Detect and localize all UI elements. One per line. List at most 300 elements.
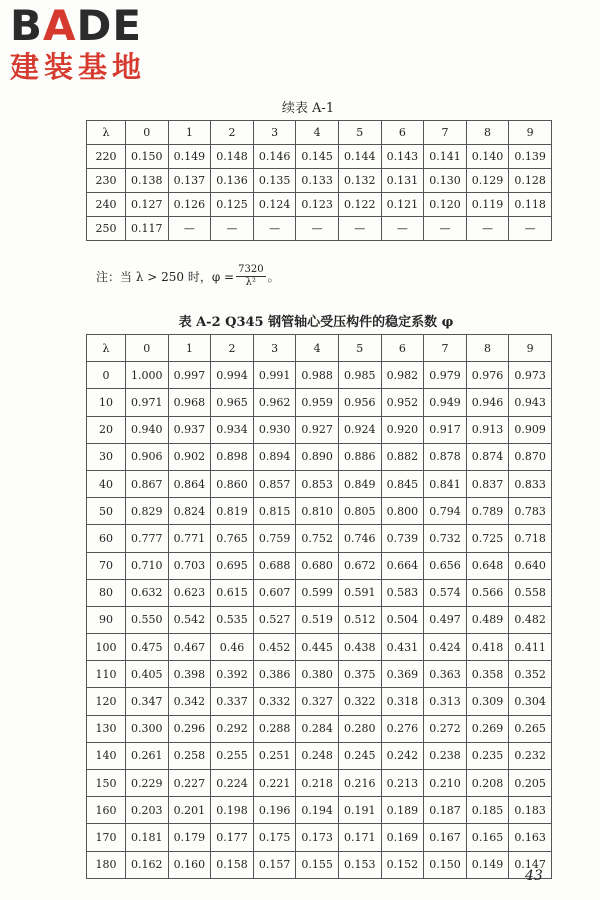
header-col: 7	[424, 121, 467, 145]
cell-value: 0.431	[381, 634, 424, 661]
cell-value: 0.163	[509, 824, 552, 851]
cell-value: 0.718	[509, 525, 552, 552]
cell-value: 0.251	[253, 742, 296, 769]
cell-value: 0.347	[126, 688, 169, 715]
cell-value: 0.318	[381, 688, 424, 715]
footnote-suffix: 。	[267, 270, 280, 284]
cell-value: 0.475	[126, 634, 169, 661]
cell-value: 0.949	[424, 389, 467, 416]
cell-value: 0.123	[296, 193, 339, 217]
cell-value: 0.276	[381, 715, 424, 742]
cell-value: 0.640	[509, 552, 552, 579]
cell-value: —	[168, 217, 211, 241]
cell-value: 0.175	[253, 824, 296, 851]
cell-value: 0.125	[211, 193, 254, 217]
row-lambda: 80	[87, 579, 126, 606]
cell-value: 0.141	[424, 145, 467, 169]
row-lambda: 170	[87, 824, 126, 851]
cell-value: —	[381, 217, 424, 241]
cell-value: 0.985	[338, 362, 381, 389]
cell-value: 0.140	[466, 145, 509, 169]
cell-value: 0.120	[424, 193, 467, 217]
table1-header-row	[87, 121, 552, 145]
cell-value: 0.725	[466, 525, 509, 552]
cell-value: 0.167	[424, 824, 467, 851]
header-col: 0	[126, 335, 169, 362]
cell-value: 0.615	[211, 579, 254, 606]
cell-value: 0.841	[424, 470, 467, 497]
cell-value: 0.229	[126, 770, 169, 797]
cell-value: 0.968	[168, 389, 211, 416]
cell-value: 0.258	[168, 742, 211, 769]
cell-value: 0.943	[509, 389, 552, 416]
cell-value: 0.917	[424, 416, 467, 443]
cell-value: 0.375	[338, 661, 381, 688]
cell-value: 0.746	[338, 525, 381, 552]
cell-value: 0.874	[466, 443, 509, 470]
cell-value: 0.991	[253, 362, 296, 389]
cell-value: 0.920	[381, 416, 424, 443]
cell-value: 0.452	[253, 634, 296, 661]
cell-value: 0.337	[211, 688, 254, 715]
cell-value: 0.927	[296, 416, 339, 443]
header-col: 9	[509, 121, 552, 145]
row-lambda: 70	[87, 552, 126, 579]
cell-value: 0.198	[211, 797, 254, 824]
cell-value: 0.150	[424, 851, 467, 878]
cell-value: 0.777	[126, 525, 169, 552]
header-col: 1	[168, 335, 211, 362]
cell-value: 0.194	[296, 797, 339, 824]
cell-value: 0.261	[126, 742, 169, 769]
cell-value: 0.815	[253, 498, 296, 525]
header-col: 5	[338, 121, 381, 145]
table-row	[87, 606, 552, 633]
table1-body	[87, 145, 552, 241]
row-lambda: 130	[87, 715, 126, 742]
header-col: 6	[381, 121, 424, 145]
cell-value: 0.994	[211, 362, 254, 389]
cell-value: 0.149	[168, 145, 211, 169]
cell-value: 0.242	[381, 742, 424, 769]
fraction-denominator: λ²	[245, 277, 257, 288]
cell-value: 0.845	[381, 470, 424, 497]
cell-value: 0.583	[381, 579, 424, 606]
cell-value: 0.752	[296, 525, 339, 552]
cell-value: 0.959	[296, 389, 339, 416]
cell-value: 0.519	[296, 606, 339, 633]
row-lambda: 60	[87, 525, 126, 552]
header-col: 3	[253, 121, 296, 145]
row-lambda: 20	[87, 416, 126, 443]
header-col: 2	[211, 335, 254, 362]
cell-value: 0.296	[168, 715, 211, 742]
cell-value: 0.467	[168, 634, 211, 661]
cell-value: 0.800	[381, 498, 424, 525]
cell-value: 0.144	[338, 145, 381, 169]
cell-value: 0.894	[253, 443, 296, 470]
cell-value: 0.550	[126, 606, 169, 633]
cell-value: 0.771	[168, 525, 211, 552]
row-lambda: 140	[87, 742, 126, 769]
cell-value: 0.224	[211, 770, 254, 797]
cell-value: 0.890	[296, 443, 339, 470]
cell-value: 0.853	[296, 470, 339, 497]
cell-value: 0.860	[211, 470, 254, 497]
table-row	[87, 362, 552, 389]
table2	[86, 334, 552, 879]
cell-value: 0.46	[211, 634, 254, 661]
row-lambda: 230	[87, 169, 126, 193]
cell-value: 0.819	[211, 498, 254, 525]
cell-value: 0.269	[466, 715, 509, 742]
cell-value: 0.695	[211, 552, 254, 579]
cell-value: 0.139	[509, 145, 552, 169]
cell-value: 0.118	[509, 193, 552, 217]
table-row	[87, 851, 552, 878]
cell-value: 0.187	[424, 797, 467, 824]
cell-value: 0.369	[381, 661, 424, 688]
header-col: 2	[211, 121, 254, 145]
row-lambda: 150	[87, 770, 126, 797]
cell-value: 0.153	[338, 851, 381, 878]
cell-value: 0.732	[424, 525, 467, 552]
row-lambda: 240	[87, 193, 126, 217]
header-col: 0	[126, 121, 169, 145]
cell-value: 0.607	[253, 579, 296, 606]
cell-value: 0.833	[509, 470, 552, 497]
cell-value: 0.265	[509, 715, 552, 742]
cell-value: —	[296, 217, 339, 241]
cell-value: 0.131	[381, 169, 424, 193]
cell-value: 0.937	[168, 416, 211, 443]
header-col: 4	[296, 335, 339, 362]
table2-header-row	[87, 335, 552, 362]
cell-value: 0.783	[509, 498, 552, 525]
cell-value: 0.739	[381, 525, 424, 552]
cell-value: 0.902	[168, 443, 211, 470]
cell-value: 0.201	[168, 797, 211, 824]
cell-value: 0.185	[466, 797, 509, 824]
cell-value: 0.906	[126, 443, 169, 470]
logo-subtitle: 建装基地	[10, 50, 147, 84]
cell-value: 0.119	[466, 193, 509, 217]
cell-value: 0.292	[211, 715, 254, 742]
cell-value: 0.837	[466, 470, 509, 497]
cell-value: 0.849	[338, 470, 381, 497]
cell-value: 0.216	[338, 770, 381, 797]
cell-value: 0.126	[168, 193, 211, 217]
cell-value: 0.146	[253, 145, 296, 169]
cell-value: 0.648	[466, 552, 509, 579]
row-lambda: 100	[87, 634, 126, 661]
cell-value: 0.574	[424, 579, 467, 606]
cell-value: 0.203	[126, 797, 169, 824]
table-row	[87, 470, 552, 497]
table-row	[87, 552, 552, 579]
table2-caption: 表 A-2 Q345 钢管轴心受压构件的稳定系数 φ	[178, 315, 454, 330]
cell-value: 0.129	[466, 169, 509, 193]
cell-value: 0.688	[253, 552, 296, 579]
cell-value: 0.363	[424, 661, 467, 688]
row-lambda: 40	[87, 470, 126, 497]
cell-value: 0.136	[211, 169, 254, 193]
cell-value: 0.710	[126, 552, 169, 579]
cell-value: 0.566	[466, 579, 509, 606]
cell-value: 0.128	[509, 169, 552, 193]
row-lambda: 90	[87, 606, 126, 633]
cell-value: 0.147	[509, 851, 552, 878]
cell-value: 0.322	[338, 688, 381, 715]
cell-value: 0.288	[253, 715, 296, 742]
cell-value: 0.965	[211, 389, 254, 416]
cell-value: 0.824	[168, 498, 211, 525]
cell-value: 0.418	[466, 634, 509, 661]
table-row	[87, 770, 552, 797]
cell-value: 0.162	[126, 851, 169, 878]
table-row	[87, 661, 552, 688]
cell-value: 0.284	[296, 715, 339, 742]
cell-value: 0.130	[424, 169, 467, 193]
cell-value: 0.794	[424, 498, 467, 525]
cell-value: 0.255	[211, 742, 254, 769]
header-col: 8	[466, 121, 509, 145]
header-lambda: λ	[87, 121, 126, 145]
cell-value: 0.218	[296, 770, 339, 797]
cell-value: 0.411	[509, 634, 552, 661]
cell-value: 0.248	[296, 742, 339, 769]
cell-value: 0.280	[338, 715, 381, 742]
cell-value: 0.542	[168, 606, 211, 633]
cell-value: 0.313	[424, 688, 467, 715]
cell-value: 0.386	[253, 661, 296, 688]
cell-value: 0.160	[168, 851, 211, 878]
cell-value: 0.558	[509, 579, 552, 606]
cell-value: 0.664	[381, 552, 424, 579]
cell-value: 0.930	[253, 416, 296, 443]
cell-value: 0.680	[296, 552, 339, 579]
cell-value: 0.489	[466, 606, 509, 633]
cell-value: 0.924	[338, 416, 381, 443]
table-row	[87, 525, 552, 552]
cell-value: —	[253, 217, 296, 241]
cell-value: 0.238	[424, 742, 467, 769]
cell-value: 0.398	[168, 661, 211, 688]
cell-value: 0.358	[466, 661, 509, 688]
cell-value: 0.988	[296, 362, 339, 389]
cell-value: 0.973	[509, 362, 552, 389]
cell-value: 0.177	[211, 824, 254, 851]
cell-value: 0.656	[424, 552, 467, 579]
table-row	[87, 715, 552, 742]
cell-value: 0.504	[381, 606, 424, 633]
cell-value: —	[509, 217, 552, 241]
row-lambda: 0	[87, 362, 126, 389]
table2-body	[87, 362, 552, 879]
table-row	[87, 443, 552, 470]
cell-value: 0.171	[338, 824, 381, 851]
cell-value: 0.979	[424, 362, 467, 389]
header-col: 7	[424, 335, 467, 362]
cell-value: 0.135	[253, 169, 296, 193]
cell-value: 0.672	[338, 552, 381, 579]
cell-value: 0.789	[466, 498, 509, 525]
header-col: 4	[296, 121, 339, 145]
cell-value: 0.152	[381, 851, 424, 878]
cell-value: 0.272	[424, 715, 467, 742]
cell-value: 0.213	[381, 770, 424, 797]
table-row	[87, 217, 552, 241]
table1	[86, 120, 552, 241]
cell-value: —	[338, 217, 381, 241]
table-row	[87, 416, 552, 443]
cell-value: 0.882	[381, 443, 424, 470]
cell-value: 0.623	[168, 579, 211, 606]
cell-value: 0.227	[168, 770, 211, 797]
cell-value: 0.352	[509, 661, 552, 688]
logo-letter-a: A	[43, 1, 77, 50]
header-col: 5	[338, 335, 381, 362]
cell-value: 0.183	[509, 797, 552, 824]
cell-value: 0.165	[466, 824, 509, 851]
table-row	[87, 579, 552, 606]
row-lambda: 220	[87, 145, 126, 169]
header-col: 1	[168, 121, 211, 145]
cell-value: —	[424, 217, 467, 241]
cell-value: 0.405	[126, 661, 169, 688]
cell-value: 0.117	[126, 217, 169, 241]
cell-value: 0.829	[126, 498, 169, 525]
cell-value: 0.169	[381, 824, 424, 851]
row-lambda: 120	[87, 688, 126, 715]
table-row	[87, 688, 552, 715]
cell-value: 0.133	[296, 169, 339, 193]
cell-value: 0.121	[381, 193, 424, 217]
cell-value: 0.191	[338, 797, 381, 824]
cell-value: 0.155	[296, 851, 339, 878]
cell-value: 0.934	[211, 416, 254, 443]
cell-value: 0.765	[211, 525, 254, 552]
table-row	[87, 797, 552, 824]
cell-value: 0.181	[126, 824, 169, 851]
cell-value: 0.703	[168, 552, 211, 579]
cell-value: 0.342	[168, 688, 211, 715]
cell-value: 0.497	[424, 606, 467, 633]
cell-value: 0.535	[211, 606, 254, 633]
cell-value: 0.189	[381, 797, 424, 824]
fraction-numerator: 7320	[238, 264, 264, 275]
cell-value: 0.971	[126, 389, 169, 416]
cell-value: 0.952	[381, 389, 424, 416]
cell-value: 0.380	[296, 661, 339, 688]
row-lambda: 160	[87, 797, 126, 824]
cell-value: 0.913	[466, 416, 509, 443]
cell-value: 0.221	[253, 770, 296, 797]
cell-value: 0.857	[253, 470, 296, 497]
cell-value: 0.332	[253, 688, 296, 715]
cell-value: 0.143	[381, 145, 424, 169]
header-col: 8	[466, 335, 509, 362]
cell-value: 0.157	[253, 851, 296, 878]
cell-value: 0.309	[466, 688, 509, 715]
row-lambda: 10	[87, 389, 126, 416]
cell-value: 0.591	[338, 579, 381, 606]
cell-value: 0.245	[338, 742, 381, 769]
cell-value: 0.512	[338, 606, 381, 633]
cell-value: 0.210	[424, 770, 467, 797]
cell-value: 0.127	[126, 193, 169, 217]
cell-value: 0.805	[338, 498, 381, 525]
cell-value: 0.946	[466, 389, 509, 416]
header-lambda: λ	[87, 335, 126, 362]
cell-value: 0.392	[211, 661, 254, 688]
cell-value: 0.132	[338, 169, 381, 193]
cell-value: 0.205	[509, 770, 552, 797]
cell-value: 0.150	[126, 145, 169, 169]
cell-value: 0.867	[126, 470, 169, 497]
cell-value: 0.878	[424, 443, 467, 470]
logo-letter-b: B	[10, 1, 44, 50]
row-lambda: 250	[87, 217, 126, 241]
cell-value: 0.300	[126, 715, 169, 742]
cell-value: 0.196	[253, 797, 296, 824]
row-lambda: 30	[87, 443, 126, 470]
table-row	[87, 389, 552, 416]
header-col: 9	[509, 335, 552, 362]
cell-value: 0.599	[296, 579, 339, 606]
cell-value: 0.976	[466, 362, 509, 389]
table-row	[87, 824, 552, 851]
cell-value: 1.000	[126, 362, 169, 389]
cell-value: —	[211, 217, 254, 241]
cell-value: 0.982	[381, 362, 424, 389]
table-row	[87, 634, 552, 661]
cell-value: 0.956	[338, 389, 381, 416]
row-lambda: 180	[87, 851, 126, 878]
cell-value: 0.122	[338, 193, 381, 217]
cell-value: 0.810	[296, 498, 339, 525]
footnote-fraction	[236, 264, 265, 289]
cell-value: 0.759	[253, 525, 296, 552]
cell-value: 0.124	[253, 193, 296, 217]
cell-value: 0.304	[509, 688, 552, 715]
table-row	[87, 169, 552, 193]
table-row	[87, 742, 552, 769]
cell-value: 0.997	[168, 362, 211, 389]
cell-value: 0.527	[253, 606, 296, 633]
cell-value: 0.870	[509, 443, 552, 470]
row-lambda: 110	[87, 661, 126, 688]
table-row	[87, 145, 552, 169]
cell-value: 0.898	[211, 443, 254, 470]
cell-value: 0.864	[168, 470, 211, 497]
header-col: 3	[253, 335, 296, 362]
cell-value: 0.632	[126, 579, 169, 606]
table1-caption: 续表 A-1	[281, 101, 335, 116]
cell-value: 0.173	[296, 824, 339, 851]
logo-letters-de: DE	[76, 1, 143, 50]
cell-value: 0.886	[338, 443, 381, 470]
cell-value: 0.208	[466, 770, 509, 797]
cell-value: 0.137	[168, 169, 211, 193]
cell-value: 0.145	[296, 145, 339, 169]
footnote-prefix: 注：当 λ > 250 时，φ =	[96, 270, 235, 284]
cell-value: —	[466, 217, 509, 241]
cell-value: 0.482	[509, 606, 552, 633]
cell-value: 0.327	[296, 688, 339, 715]
page-number: 43	[525, 868, 543, 884]
logo-wordmark	[10, 1, 180, 50]
